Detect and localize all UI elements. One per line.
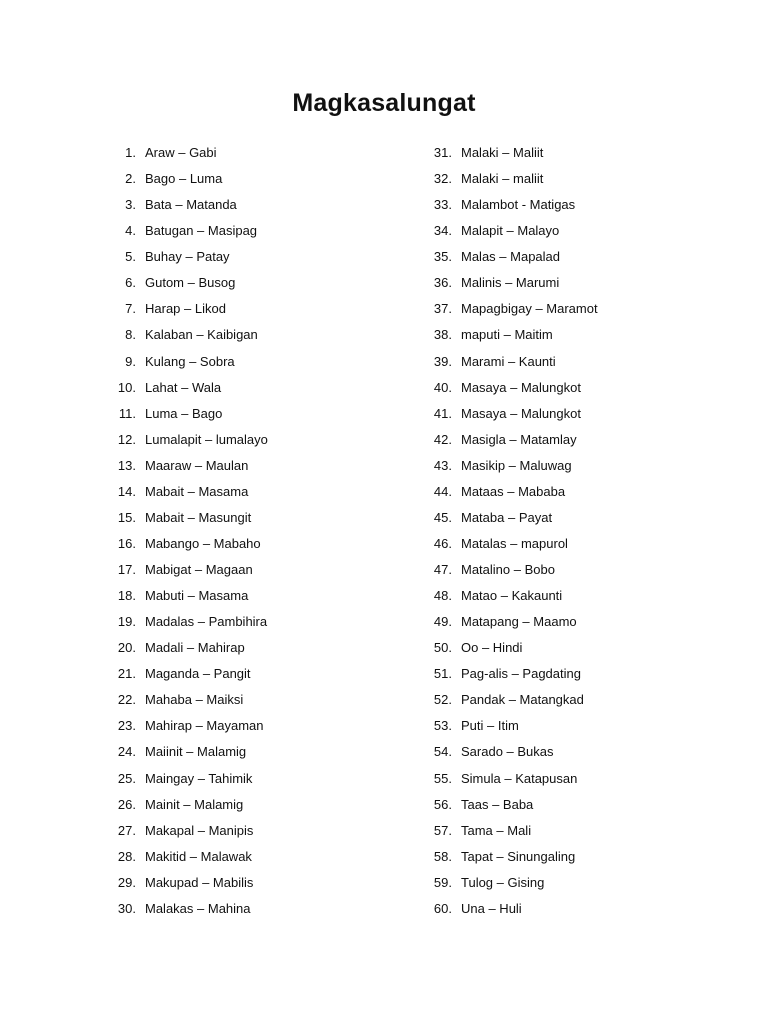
list-item	[106, 505, 268, 531]
list-item	[425, 792, 598, 818]
item-number: 18.	[117, 588, 136, 604]
item-number: 3.	[125, 197, 136, 213]
item-number: 26.	[117, 796, 136, 812]
item-number: 24.	[117, 744, 136, 760]
list-item	[425, 661, 598, 687]
list-item	[425, 687, 598, 713]
list-item	[106, 818, 268, 844]
list-item	[425, 453, 598, 479]
list-item	[106, 244, 268, 270]
item-number: 33.	[433, 197, 452, 213]
item-number: 47.	[433, 562, 452, 577]
list-item	[425, 270, 598, 296]
item-number: 27.	[117, 822, 136, 838]
item-number: 21.	[117, 666, 136, 682]
item-number: 52.	[433, 692, 452, 708]
list-item	[425, 296, 598, 322]
antonym-pair: Malaki – maliit	[461, 171, 544, 187]
list-item	[106, 270, 268, 296]
antonym-pair: Mabait – Masama	[145, 483, 249, 499]
list-item	[106, 661, 268, 687]
list-item	[106, 609, 268, 635]
antonym-pair: Maiinit – Malamig	[145, 744, 247, 760]
antonym-pair: Malaki – Maliit	[461, 145, 544, 160]
list-item	[106, 557, 268, 583]
antonym-pair: Masikip – Maluwag	[461, 457, 572, 473]
item-number: 34.	[433, 223, 452, 239]
item-number: 41.	[433, 405, 452, 421]
antonym-pair: Masigla – Matamlay	[461, 431, 577, 447]
antonym-pair: Mabuti – Masama	[145, 588, 249, 604]
antonym-pair: Bago – Luma	[145, 171, 223, 187]
list-item	[106, 531, 268, 557]
list-item	[425, 479, 598, 505]
antonym-pair: Makupad – Mabilis	[145, 874, 254, 890]
antonym-pair: Tapat – Sinungaling	[461, 848, 576, 864]
list-item	[106, 401, 268, 427]
antonym-pair: Mahaba – Maiksi	[145, 692, 244, 708]
antonym-pair: Harap – Likod	[145, 301, 226, 317]
antonym-pair: Lahat – Wala	[145, 379, 222, 395]
list-item	[106, 635, 268, 661]
antonym-pair: Batugan – Masipag	[145, 223, 258, 239]
list-item	[106, 192, 268, 218]
list-item	[425, 896, 598, 922]
list-item	[425, 766, 598, 792]
item-number: 14.	[117, 483, 136, 499]
item-number: 32.	[433, 171, 452, 187]
antonym-pair: Matalas – mapurol	[461, 535, 568, 551]
item-number: 46.	[433, 535, 452, 551]
antonym-pair: Matapang – Maamo	[461, 614, 577, 630]
list-item	[106, 322, 268, 348]
item-number: 1.	[125, 145, 136, 160]
list-item	[106, 896, 268, 922]
antonym-pair: Makitid – Malawak	[145, 848, 252, 864]
antonym-pair: Madali – Mahirap	[145, 640, 245, 656]
item-number: 51.	[433, 666, 452, 682]
antonym-list-right	[425, 140, 598, 922]
antonym-pair: Malinis – Marumi	[461, 275, 560, 291]
antonym-pair: Malambot - Matigas	[461, 197, 576, 213]
list-item	[425, 609, 598, 635]
list-item	[106, 166, 268, 192]
list-item	[425, 505, 598, 531]
list-item	[425, 322, 598, 348]
antonym-pair: Oo – Hindi	[461, 640, 523, 656]
list-item	[425, 401, 598, 427]
item-number: 16.	[117, 535, 136, 551]
list-item	[106, 583, 268, 609]
antonym-pair: Matalino – Bobo	[461, 562, 555, 577]
antonym-pair: Mataba – Payat	[461, 509, 553, 525]
antonym-pair: Malas – Mapalad	[461, 249, 560, 265]
antonym-pair: Matao – Kakaunti	[461, 588, 563, 604]
list-item	[106, 140, 268, 166]
page-title: Magkasalungat	[292, 88, 476, 117]
list-item	[425, 244, 598, 270]
antonym-pair: Marami – Kaunti	[461, 353, 556, 369]
item-number: 57.	[433, 822, 452, 838]
item-number: 44.	[433, 483, 452, 499]
antonym-pair: Mabait – Masungit	[145, 509, 252, 525]
antonym-pair: Kalaban – Kaibigan	[145, 327, 258, 343]
antonym-pair: Kulang – Sobra	[145, 353, 235, 369]
list-item	[106, 296, 268, 322]
antonym-pair: Maingay – Tahimik	[145, 770, 253, 786]
list-item	[106, 792, 268, 818]
list-item	[425, 713, 598, 739]
item-number: 42.	[433, 431, 452, 447]
antonym-pair: Mainit – Malamig	[145, 796, 244, 812]
list-item	[106, 349, 268, 375]
item-number: 55.	[433, 770, 452, 786]
item-number: 54.	[433, 744, 452, 760]
item-number: 7.	[125, 301, 136, 317]
item-number: 8.	[125, 327, 136, 343]
antonym-pair: Puti – Itim	[461, 718, 519, 734]
item-number: 13.	[117, 457, 136, 473]
antonym-pair: Tulog – Gising	[461, 874, 545, 890]
antonym-pair: Una – Huli	[461, 900, 522, 916]
list-item	[425, 583, 598, 609]
item-number: 5.	[125, 249, 136, 265]
antonym-pair: Araw – Gabi	[145, 145, 217, 160]
antonym-pair: Bata – Matanda	[145, 197, 237, 213]
item-number: 22.	[117, 692, 136, 708]
antonym-pair: Masaya – Malungkot	[461, 405, 581, 421]
list-item	[425, 192, 598, 218]
item-number: 48.	[433, 588, 452, 604]
item-number: 40.	[433, 379, 452, 395]
item-number: 31.	[433, 145, 452, 160]
list-item	[425, 531, 598, 557]
item-number: 10.	[117, 379, 136, 395]
list-item	[106, 479, 268, 505]
antonym-pair: Gutom – Busog	[145, 275, 236, 291]
item-number: 4.	[125, 223, 136, 239]
list-item	[425, 870, 598, 896]
antonym-pair: Lumalapit – lumalayo	[145, 431, 268, 447]
item-number: 38.	[433, 327, 452, 343]
item-number: 19.	[117, 614, 136, 630]
item-number: 43.	[433, 457, 452, 473]
item-number: 25.	[117, 770, 136, 786]
list-item	[425, 427, 598, 453]
antonym-pair: Mabigat – Magaan	[145, 562, 253, 577]
item-number: 2.	[125, 171, 136, 187]
list-item	[106, 375, 268, 401]
antonym-pair: Buhay – Patay	[145, 249, 230, 265]
item-number: 28.	[117, 848, 136, 864]
list-item	[425, 349, 598, 375]
antonym-pair: Taas – Baba	[461, 796, 534, 812]
item-number: 50.	[433, 640, 452, 656]
item-number: 9.	[125, 353, 136, 369]
item-number: 56.	[433, 796, 452, 812]
list-item	[425, 166, 598, 192]
antonym-pair: Masaya – Malungkot	[461, 379, 581, 395]
list-item	[425, 635, 598, 661]
list-item	[106, 218, 268, 244]
antonym-pair: maputi – Maitim	[461, 327, 553, 343]
list-item	[425, 844, 598, 870]
antonym-pair: Maganda – Pangit	[145, 666, 251, 682]
antonym-pair: Luma – Bago	[145, 405, 223, 421]
antonym-pair: Pag-alis – Pagdating	[461, 666, 581, 682]
list-item	[425, 140, 598, 166]
antonym-pair: Madalas – Pambihira	[145, 614, 268, 630]
item-number: 17.	[117, 562, 136, 577]
antonym-pair: Pandak – Matangkad	[461, 692, 584, 708]
list-item	[106, 453, 268, 479]
antonym-pair: Mapagbigay – Maramot	[461, 301, 598, 317]
list-item	[425, 557, 598, 583]
list-item	[106, 687, 268, 713]
antonym-pair: Maaraw – Maulan	[145, 457, 249, 473]
item-number: 59.	[433, 874, 452, 890]
antonym-pair: Malakas – Mahina	[145, 900, 251, 916]
antonym-pair: Tama – Mali	[461, 822, 532, 838]
item-number: 53.	[433, 718, 452, 734]
item-number: 37.	[433, 301, 452, 317]
antonym-pair: Mabango – Mabaho	[145, 535, 261, 551]
antonym-pair: Malapit – Malayo	[461, 223, 560, 239]
item-number: 29.	[117, 874, 136, 890]
list-item	[106, 739, 268, 765]
list-item	[106, 844, 268, 870]
item-number: 60.	[433, 900, 452, 916]
item-number: 30.	[117, 900, 136, 916]
antonym-pair: Mataas – Mababa	[461, 483, 566, 499]
antonym-pair: Mahirap – Mayaman	[145, 718, 264, 734]
antonym-pair: Simula – Katapusan	[461, 770, 578, 786]
list-item	[425, 818, 598, 844]
item-number: 15.	[117, 509, 136, 525]
item-number: 39.	[433, 353, 452, 369]
item-number: 23.	[117, 718, 136, 734]
antonym-list-left	[106, 140, 268, 922]
item-number: 11.	[118, 405, 136, 421]
list-item	[425, 218, 598, 244]
antonym-pair: Sarado – Bukas	[461, 744, 554, 760]
item-number: 58.	[433, 848, 452, 864]
item-number: 45.	[433, 509, 452, 525]
item-number: 35.	[433, 249, 452, 265]
list-item	[106, 766, 268, 792]
item-number: 20.	[117, 640, 136, 656]
antonym-pair: Makapal – Manipis	[145, 822, 254, 838]
item-number: 36.	[433, 275, 452, 291]
list-item	[106, 427, 268, 453]
list-item	[106, 713, 268, 739]
list-item	[425, 375, 598, 401]
list-item	[425, 739, 598, 765]
item-number: 12.	[117, 431, 136, 447]
item-number: 6.	[125, 275, 136, 291]
list-item	[106, 870, 268, 896]
item-number: 49.	[433, 614, 452, 630]
